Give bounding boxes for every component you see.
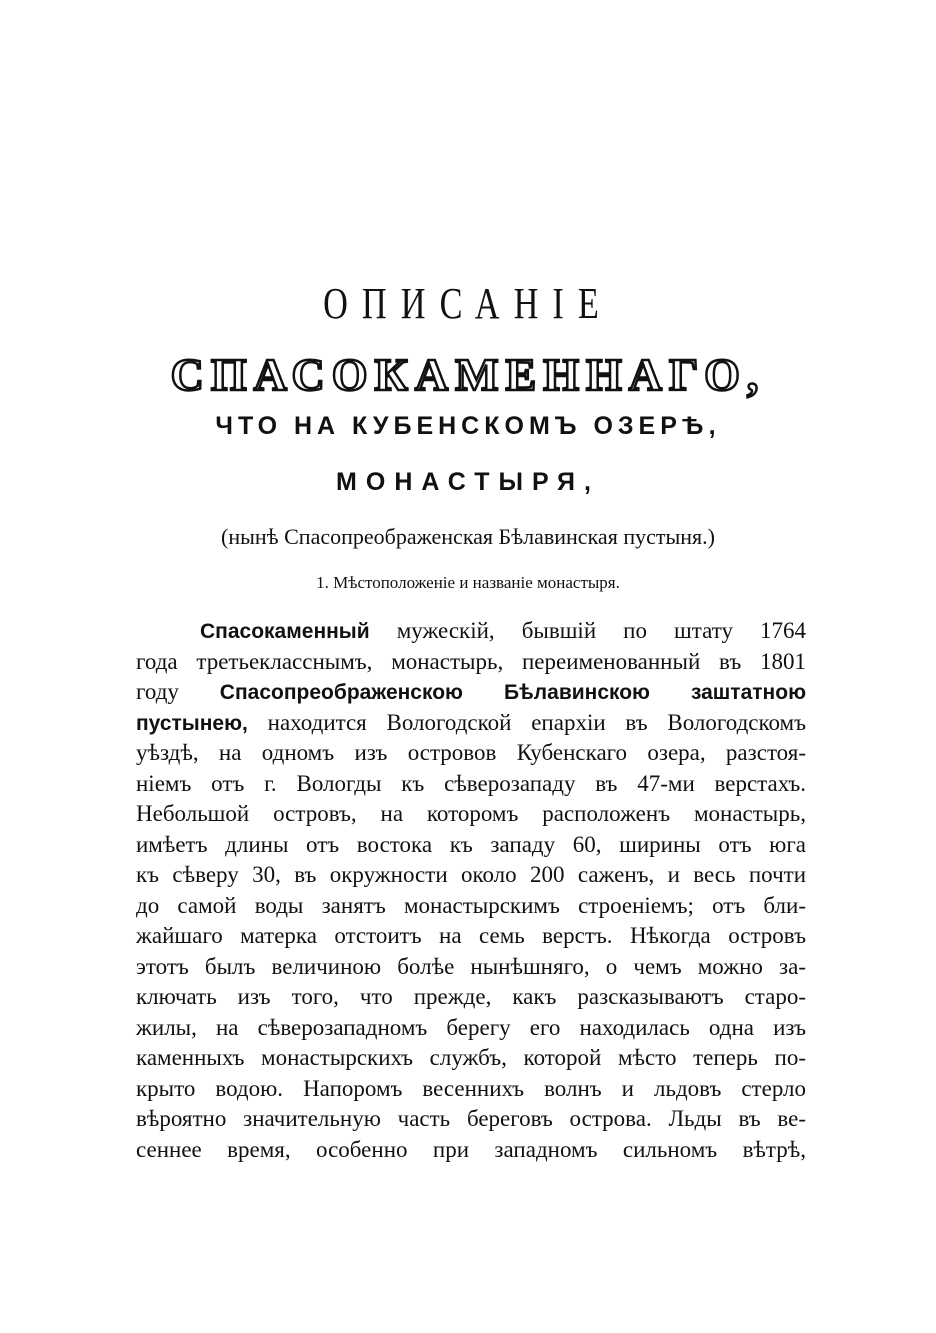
body-line: этотъ былъ величиною болѣе нынѣшняго, о чемъ можно за-	[136, 953, 806, 979]
body-line: жайшаго матерка отстоитъ на семь верстъ. Нѣкогда островъ	[136, 923, 806, 948]
body-line: каменныхъ монастырскихъ службъ, которой мѣсто теперь по-	[136, 1045, 806, 1070]
body-line: сеннее время, особенно при западномъ сильномъ вѣтрѣ,	[136, 1136, 806, 1162]
body-line: до самой воды занятъ монастырскимъ строеніемъ; отъ бли-	[136, 892, 806, 918]
body-line: къ сѣверу 30, въ окружности около 200 саженъ, и весь почти	[136, 862, 806, 887]
body-line: жилы, на сѣверозападномъ берегу его находилась одна изъ	[136, 1014, 806, 1040]
body-line: Небольшой островъ, на которомъ расположенъ монастырь,	[136, 801, 806, 826]
body-line: уѣздѣ, на одномъ изъ островов Кубенскаго озера, разстоя-	[136, 740, 806, 765]
title-line-2: СПАСОКАМЕННАГО,	[170, 349, 766, 400]
body-line: года третьекласснымъ, монастырь, переименованный въ 1801	[136, 648, 806, 674]
body-line: ніемъ отъ г. Вологды къ сѣверозападу въ 47-ми верстахъ.	[136, 770, 806, 796]
subtitle: (нынѣ Спасопреображенская Бѣлавинская пустыня.)	[221, 524, 715, 549]
body-line: вѣроятно значительную часть береговъ острова. Льды въ ве-	[136, 1106, 806, 1131]
body-line: году Спасопреображенскою Бѣлавинскою заштатною	[136, 679, 807, 704]
title-line-4: МОНАСТЫРЯ,	[336, 468, 600, 496]
title-line-1: ОПИСАНІЕ	[323, 279, 613, 328]
body-line: пустынею, находится Вологодской епархіи въ Вологодскомъ	[136, 709, 806, 735]
body-line: имѣетъ длины отъ востока къ западу 60, ширины отъ юга	[136, 831, 806, 857]
body-line: ключать изъ того, что прежде, какъ разсказываютъ старо-	[136, 984, 806, 1009]
body-text	[136, 616, 806, 1165]
body-line: Спасокаменный мужескій, бывшій по штату 1764	[200, 618, 806, 643]
body-line: крыто водою. Напоромъ весеннихъ волнъ и льдовъ стерло	[136, 1075, 806, 1101]
title-line-3: ЧТО НА КУБЕНСКОМЪ ОЗЕРѢ,	[215, 412, 721, 440]
section-heading: 1. Мѣстоположеніе и названіе монастыря.	[316, 573, 620, 592]
